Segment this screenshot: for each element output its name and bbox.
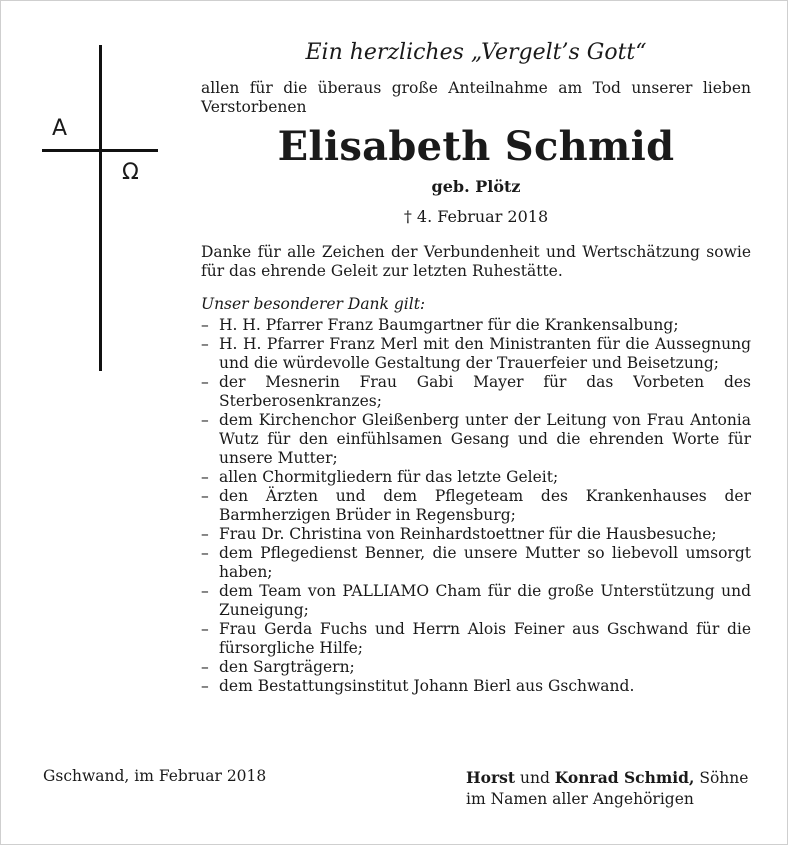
list-item: – der Mesnerin Frau Gabi Mayer für das Vorbeten des Sterberosenkranzes; xyxy=(201,373,751,411)
relation-text: Söhne xyxy=(694,769,749,787)
list-item: – Frau Dr. Christina von Reinhardstoettner für die Hausbesuche; xyxy=(201,525,751,544)
thanks-text: Danke für alle Zeichen der Verbundenheit und Wertschätzung sowie für das ehrende Geleit zur letzten Ruhestätte. xyxy=(201,243,751,280)
list-item: – Frau Gerda Fuchs und Herrn Alois Feiner aus Gschwand für die fürsorgliche Hilfe; xyxy=(201,620,751,658)
deceased-name: Elisabeth Schmid xyxy=(277,123,675,170)
list-item: – allen Chormitgliedern für das letzte Geleit; xyxy=(201,468,751,487)
headline: Ein herzliches „Vergelt’s Gott“ xyxy=(305,40,647,65)
list-item: – den Sargträgern; xyxy=(201,658,751,677)
cross-symbol xyxy=(1,1,201,401)
connector-text: und xyxy=(515,769,555,787)
cross-horizontal-bar xyxy=(42,149,158,152)
special-thanks-heading: Unser besonderer Dank gilt: xyxy=(201,295,426,313)
list-item: – den Ärzten und dem Pflegeteam des Krankenhauses der Barmherzigen Brüder in Regensburg; xyxy=(201,487,751,525)
list-item: – dem Team von PALLIAMO Cham für die große Unterstützung und Zuneigung; xyxy=(201,582,751,620)
intro-text: allen für die überaus große Anteilnahme am Tod unserer lieben Verstorbenen xyxy=(201,79,751,116)
son-first-name: Horst xyxy=(466,768,516,787)
list-item: – dem Pflegedienst Benner, die unsere Mutter so liebevoll umsorgt haben; xyxy=(201,544,751,582)
place-date: Gschwand, im Februar 2018 xyxy=(43,767,267,785)
list-item: – H. H. Pfarrer Franz Merl mit den Ministranten für die Aussegnung und die würdevolle Gestaltung der Trauerfeier und Beisetzung; xyxy=(201,335,751,373)
on-behalf-text: im Namen aller Angehörigen xyxy=(466,790,694,808)
list-item: – H. H. Pfarrer Franz Baumgartner für die Krankensalbung; xyxy=(201,316,751,335)
list-item: – dem Bestattungsinstitut Johann Bierl aus Gschwand. xyxy=(201,677,751,696)
death-date: † 4. Februar 2018 xyxy=(403,207,549,226)
maiden-name: geb. Plötz xyxy=(431,177,521,196)
cross-vertical-bar xyxy=(99,45,102,371)
special-thanks-list xyxy=(201,316,751,696)
alpha-symbol: A xyxy=(52,116,68,141)
signature-block xyxy=(466,767,748,810)
obituary-content xyxy=(201,39,751,696)
signatories xyxy=(466,767,748,789)
son-second-name: Konrad Schmid, xyxy=(554,768,695,787)
list-item: – dem Kirchenchor Gleißenberg unter der Leitung von Frau Antonia Wutz für den einfühlsamen Gesang und die ehrenden Worte für unsere Mutter; xyxy=(201,411,751,468)
omega-symbol: Ω xyxy=(122,160,139,185)
